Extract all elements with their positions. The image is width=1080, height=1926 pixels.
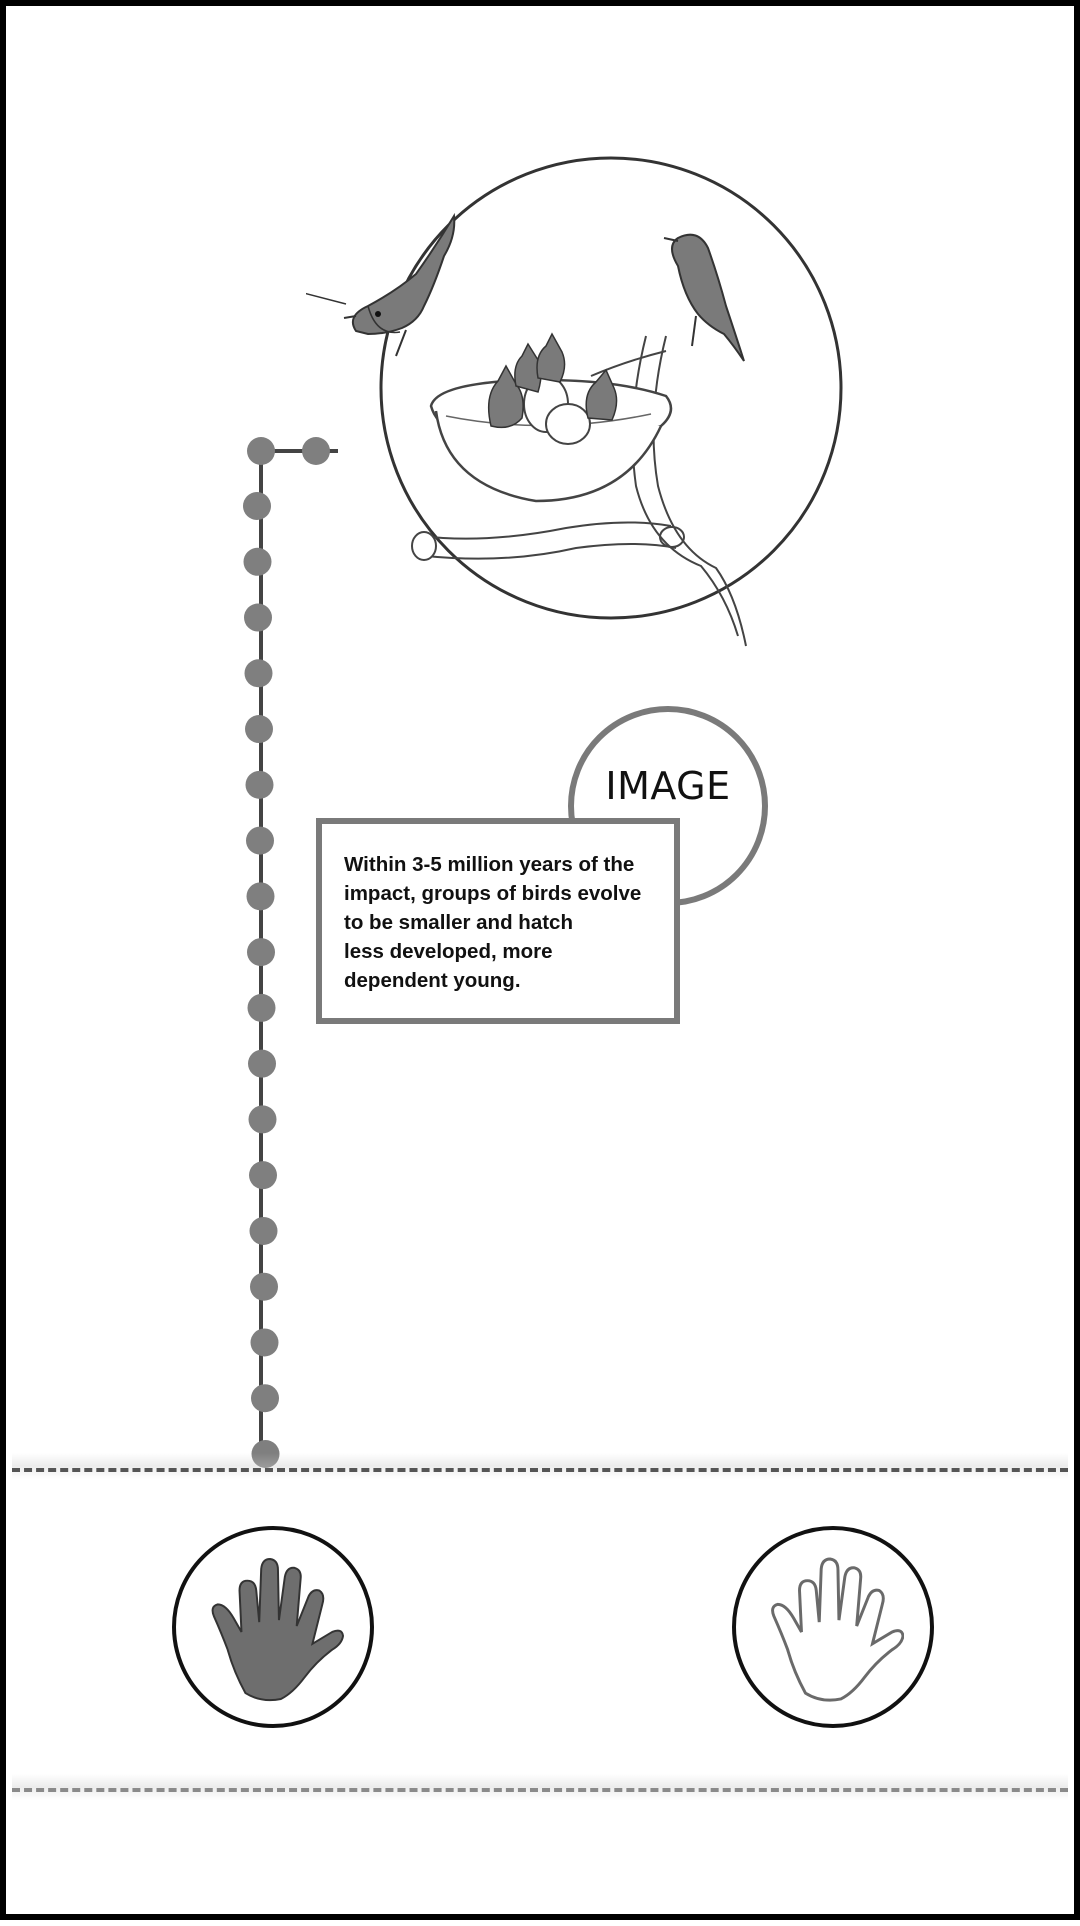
timeline-dot [246, 771, 274, 799]
timeline-dot [249, 1105, 277, 1133]
timeline-dot [247, 437, 275, 465]
divider-bottom [12, 1788, 1068, 1792]
timeline-dot [247, 938, 275, 966]
divider-top [12, 1468, 1068, 1472]
timeline-dot [249, 1161, 277, 1189]
image-badge-label: IMAGE [605, 764, 731, 808]
timeline-dot [244, 548, 272, 576]
outline-hand-button[interactable] [732, 1526, 934, 1728]
timeline-dot [251, 1384, 279, 1412]
timeline-dot [250, 1273, 278, 1301]
timeline-dot [245, 715, 273, 743]
divider-shadow-bottom [12, 1774, 1068, 1800]
timeline-dot [246, 827, 274, 855]
timeline-dot [245, 659, 273, 687]
divider-shadow-top [12, 1453, 1068, 1479]
outline-hand-icon [766, 1554, 904, 1704]
birds-nest-illustration [306, 156, 846, 676]
filled-hand-button[interactable] [172, 1526, 374, 1728]
timeline-dot [244, 604, 272, 632]
timeline-dot [248, 1050, 276, 1078]
caption-text: Within 3-5 million years of the impact, groups of birds evolve to be smaller and hatch less developed, more dependent young. [344, 853, 642, 992]
timeline-dot [248, 994, 276, 1022]
timeline-dot [250, 1217, 278, 1245]
timeline-dot [247, 882, 275, 910]
timeline-dot [251, 1328, 279, 1356]
caption-box [316, 818, 680, 1024]
timeline-dot [243, 492, 271, 520]
filled-hand-icon [206, 1554, 344, 1704]
